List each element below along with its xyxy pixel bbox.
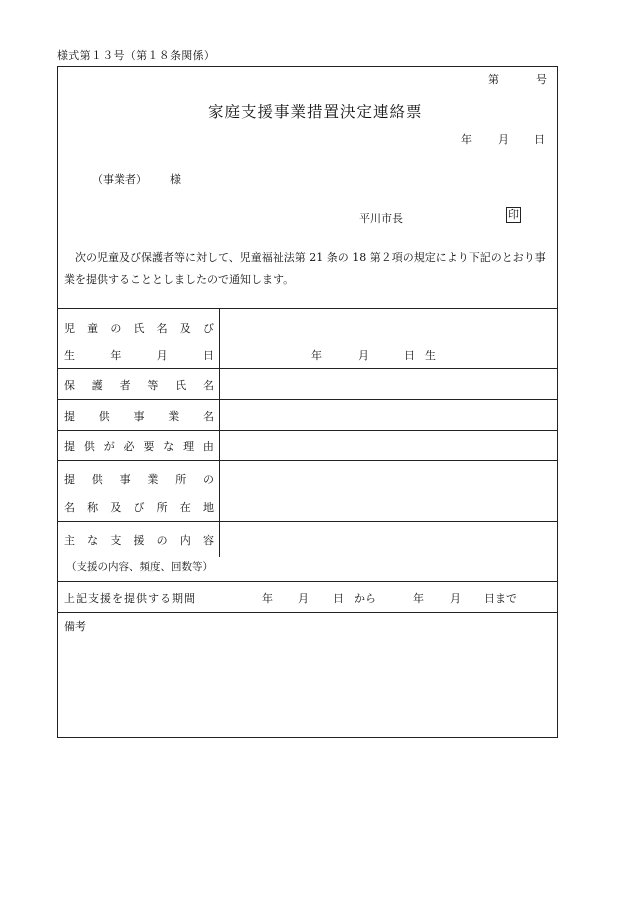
row-divider [58,521,557,522]
child-name-label: 児 童 の 氏 名 及 び [64,322,214,335]
row-divider [58,399,557,400]
period-end-month: 月 [450,592,461,605]
service-name-label: 提 供 事 業 名 [64,410,214,423]
period-end-day: 日まで [484,592,517,605]
birth-year-field: 年 [311,349,322,362]
issue-date-year: 年 [461,133,472,146]
row-divider [58,430,557,431]
row-divider [58,368,557,369]
period-end-year: 年 [413,592,424,605]
birth-month-field: 月 [358,349,369,362]
row-divider [58,581,557,582]
support-content-label: 主 な 支 援 の 内 容 [64,534,214,547]
issue-date-month: 月 [498,133,509,146]
addressee-party: （事業者） [92,173,147,186]
office-label: 提 供 事 業 所 の [64,473,214,486]
row-divider [58,460,557,461]
birth-suffix: 生 [425,349,436,362]
notification-text: 次の児童及び保護者等に対して、児童福祉法第 21 条の 18 第２項の規定により下記のとおり事業を提供することとしましたので通知します。 [64,251,546,286]
remarks-label: 備考 [64,620,86,633]
issue-date-day: 日 [534,133,545,146]
issuer-name: 平川市長 [359,212,403,225]
support-detail-label: （支援の内容、頻度、回数等） [66,561,213,573]
form-frame [57,66,558,738]
document-title: 家庭支援事業措置決定連絡票 [208,103,423,121]
doc-number-prefix: 第 [488,73,499,86]
period-label: 上記支援を提供する期間 [64,592,196,605]
form-number-label: 様式第１３号（第１８条関係） [57,49,216,62]
period-start-year: 年 [262,592,273,605]
reason-label: 提 供 が 必 要 な 理 由 [64,440,214,453]
period-start-day: 日 [333,592,344,605]
seal-mark: 印 [508,208,519,221]
period-from-word: から [354,592,376,605]
table-top-border [58,308,557,309]
row-divider [58,612,557,613]
birth-day-field: 日 [404,349,415,362]
column-divider [219,308,220,557]
period-start-month: 月 [298,592,309,605]
office-location-label: 名 称 及 び 所 在 地 [64,501,214,514]
doc-number-suffix: 号 [536,73,547,86]
guardian-name-label: 保 護 者 等 氏 名 [64,379,214,392]
child-birth-label: 生 年 月 日 [64,349,214,362]
addressee-honorific: 様 [170,173,181,186]
